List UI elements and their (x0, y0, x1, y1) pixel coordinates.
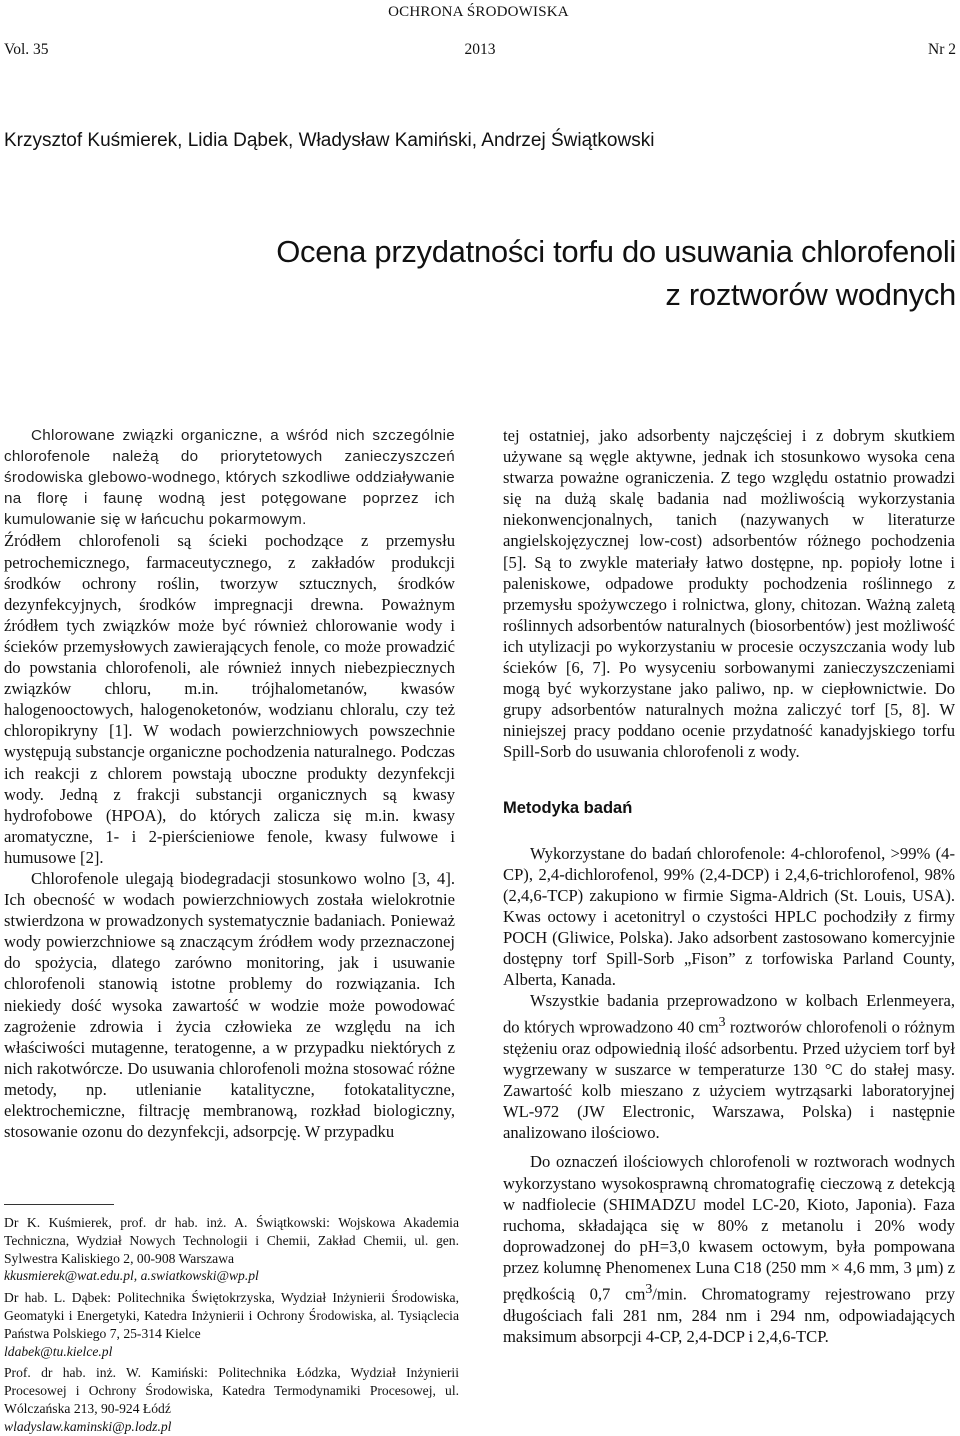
body-text: Wszystkie badania przeprowadzono w kolbach Erlenmeyera, do których wprowadzono 40 cm (503, 991, 955, 1037)
affiliation-1-email[interactable]: kkusmierek@wat.edu.pl, a.swiatkowski@wp.pl (4, 1268, 259, 1284)
body-text: /min. Chromatogramy rejestrowano przy długościach fali 281 nm, 284 nm i 294 nm, odpowiadających maksimum absorpcji 4-CP, 2,4-DCP i 2,4,6-TCP. (503, 1284, 955, 1346)
right-column (503, 425, 955, 1347)
affiliation-3: Prof. dr hab. inż. W. Kamiński: Politechnika Łódzka, Wydział Inżynierii Procesowej i Ochrony Środowiska, Katedra Termodynamiki Procesowej, ul. Wólczańska 213, 90-924 Łódź (4, 1365, 459, 1416)
body-paragraph: Chlorofenole ulegają biodegradacji stosunkowo wolno [3, 4]. Ich obecność w wodach powierzchniowych została wielokrotnie stwierdzona w prowadzonych systematycznie badaniach. Ponieważ wody powierzchniowe są znaczącym źródłem wody przeznaczonej do spożycia, dlatego zarówno monitoring, jak i usuwanie chlorofenoli stanowią istotne problemy do rozwiązania. Ich niekiedy dość wysoka zawartość w wodzie może powodować zagrożenie zdrowia i życia człowieka ze względu na ich właściwości mutagenne, teratogenne, a w przypadku niektórych z nich rakotwórcze. Do usuwania chlorofenoli można stosować różne metody, np. utlenianie katalityczne, fotokatalityczne, elektrochemiczne, filtrację membranową, rozkład biologiczny, stosowanie ozonu do dezynfekcji, adsorpcję. W przypadku (4, 868, 455, 1142)
abstract-paragraph: Chlorowane związki organiczne, a wśród nich szczególnie chlorofenole należą do priorytetowych zanieczyszczeń środowiska glebowo-wodnego, których szkodliwe oddziaływanie na florę i faunę wodną jest potęgowane poprzez ich kumulowanie się w łańcuchu pokarmowym. (4, 427, 455, 529)
body-paragraph: tej ostatniej, jako adsorbenty najczęściej i z dobrym skutkiem używane są węgle aktywne, jednak ich stosunkowo wysoka cena stwarza poważne ograniczenia. Z tego względu ostatnio prowadzi się na dużą skalę badania nad możliwością wykorzystania niekonwencjonalnych, tanich (nazywanych w literaturze angielskojęzycznej low-cost) adsorbentów różnego pochodzenia [5]. Są to zwykle materiały łatwo dostępne, np. popioły lotne i paleniskowe, odpadowe produkty pochodzenia roślinnego z przemysłu spożywczego i rolnictwa, glony, chitozan. Ważną zaletą roślinnych adsorbentów naturalnych (biosorbentów) jest możliwość ich utylizacji po wykorzystaniu w procesie oczyszczania wody lub ścieków [6, 7]. Po wysyceniu sorbowanymi zanieczyszczeniami mogą być wykorzystane jako paliwo, np. w ciepłownictwie. Do grupy adsorbentów naturalnych można zaliczyć torf [5, 8]. W niniejszej pracy poddano ocenie przydatność kanadyjskiego torfu Spill-Sorb do usuwania chlorofenoli z wody. (503, 426, 955, 762)
affiliation-3-email[interactable]: wladyslaw.kaminski@p.lodz.pl (4, 1418, 172, 1434)
affiliation-2: Dr hab. L. Dąbek: Politechnika Świętokrzyska, Wydział Inżynierii Środowiska, Geomatyki i Energetyki, Katedra Inżynierii i Ochrony Środowiska, al. Tysiąclecia Państwa Polskiego 7, 25-314 Kielce (4, 1290, 459, 1341)
volume-label: Vol. 35 (4, 41, 49, 58)
body-text: roztworów chlorofenoli o różnym stężeniu oraz odpowiednią ilość adsorbentu. Przed użyciem torf był wygrzewany w suszarce w temperaturze 130 °C do stałej masy. Zawartość kolb mieszano z użyciem wytrząsarki laboratoryjnej WL-972 (JW Electronic, Warszawa, Polska) i następnie analizowano ilościowo. (503, 1017, 956, 1143)
author-affiliations (4, 1214, 459, 1436)
affiliation-1: Dr K. Kuśmierek, prof. dr hab. inż. A. Świątkowski: Wojskowa Akademia Techniczna, Wydział Nowych Technologii i Chemii, Zakład Chemii, ul. gen. Sylwestra Kaliskiego 2, 00-908 Warszawa (4, 1215, 459, 1266)
superscript: 3 (718, 1014, 726, 1030)
left-column (4, 425, 455, 1142)
body-paragraph (503, 990, 955, 1143)
article-title (276, 230, 956, 316)
issue-number: Nr 2 (928, 41, 956, 58)
body-text: Do oznaczeń ilościowych chlorofenoli w roztworach wodnych wykorzystano wysokosprawną chromatografię cieczową z detekcją w nadfiolecie (SHIMADZU model LC-20, Kioto, Japonia). Faza ruchoma, składająca się w 80% z metanolu i 20% wody doprowadzonej do pH=3,0 kwasem octowym, była pompowana przez kolumnę Phenomenex Luna C18 (250 mm × 4,6 mm, 3 μm) z prędkością 0,7 cm (503, 1152, 955, 1304)
superscript: 3 (645, 1281, 653, 1296)
year-label: 2013 (464, 41, 496, 58)
title-line-2: z roztworów wodnych (665, 277, 956, 312)
affiliation-2-email[interactable]: ldabek@tu.kielce.pl (4, 1343, 113, 1359)
section-heading: Metodyka badań (503, 798, 633, 817)
body-paragraph: Źródłem chlorofenoli są ścieki pochodzące z przemysłu petrochemicznego, farmaceutycznego, z zakładów produkcji środków ochrony roślin, tworzyw sztucznych, środków dezynfekcyjnych, środków impregnacji drewna. Poważnym źródłem tych związków może być również chlorowanie wody i ścieków przemysłowych zawierających fenole, co może prowadzić do powstania chlorofenoli, ale również innych niebezpiecznych związków chloru, m.in. trójhalometanów, kwasów halogenooctowych, halogenoketonów, wodzianu chloralu, czy też chloropikryny [1]. W wodach powierzchniowych powszechnie występują substancje organiczne pochodzenia naturalnego. Podczas ich reakcji z chlorem powstają uboczne produkty dezynfekcji wody. Jedną z frakcji substancji organicznych są kwasy hydrofobowe (HPOA), do których zalicza się m.in. kwasy aromatyczne, 1- i 2-pierścieniowe fenole, kwasy fulwowe i humusowe [2]. (4, 531, 455, 867)
footnote-divider (4, 1204, 114, 1205)
authors: Krzysztof Kuśmierek, Lidia Dąbek, Władysław Kamiński, Andrzej Świątkowski (4, 130, 655, 151)
journal-name: OCHRONA ŚRODOWISKA (388, 4, 569, 20)
title-line-1: Ocena przydatności torfu do usuwania chlorofenoli (276, 234, 956, 269)
body-paragraph: Wykorzystane do badań chlorofenole: 4-chlorofenol, >99% (4-CP), 2,4-dichlorofenol, 99% (2,4-DCP) i 2,4,6-trichlorofenol, 98% (2,4,6-TCP) zakupiono w firmie Sigma-Aldrich (St. Louis, USA). Kwas octowy i acetonitryl o czystości HPLC pochodziły z firmy POCH (Gliwice, Polska). Jako adsorbent zastosowano komercyjnie dostępny torf Spill-Sorb „Fison” z torfowiska Parland County, Alberta, Kanada. (503, 843, 955, 990)
body-paragraph (503, 1151, 955, 1346)
